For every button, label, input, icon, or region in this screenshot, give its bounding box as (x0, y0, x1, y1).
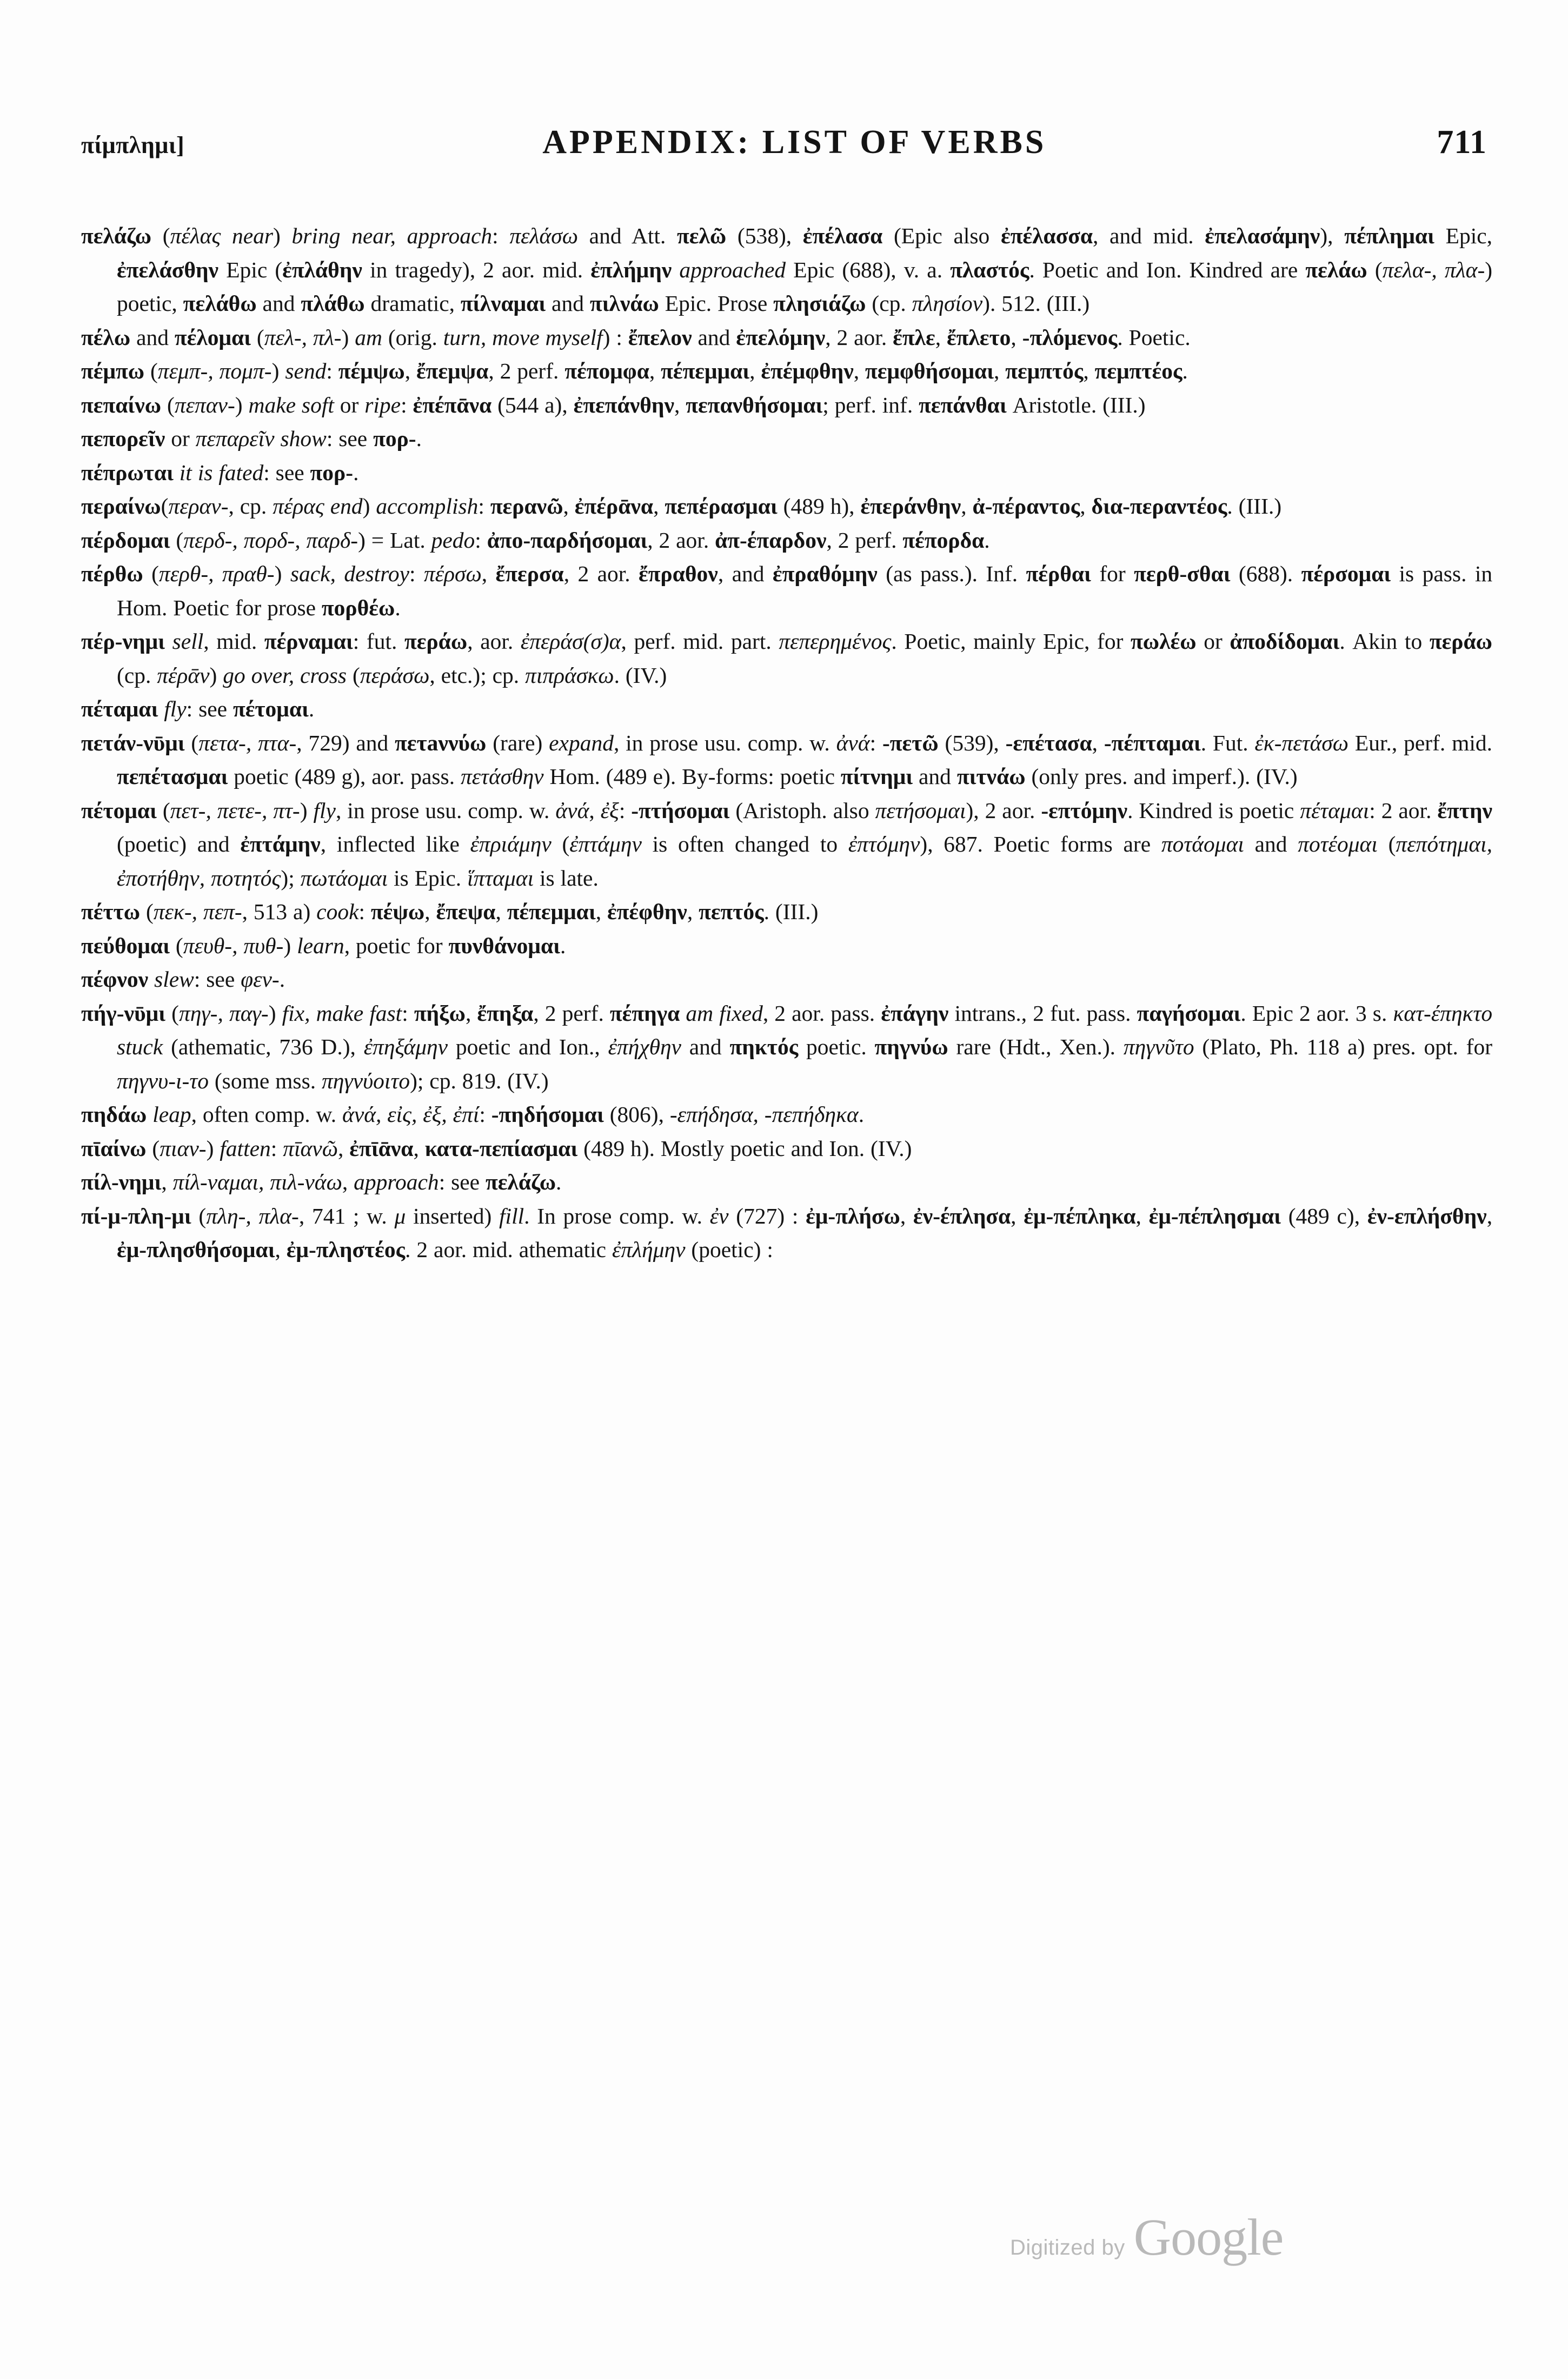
page-title: APPENDIX: LIST OF VERBS (542, 124, 1047, 161)
verb-entry: πελάζω (πέλας near) bring near, approach: πελάσω and Att. πελῶ (538), ἐπέλασα (Epic also ἐπέλασσα, and mid. ἐπελασάμην), πέπλημαι Epic, ἐπελάσθην Epic (ἐπλάθην in tragedy), 2 aor. mid. ἐπλήμην approached Epic (688), v. a. πλαστός. Poetic and Ion. Kindred are πελάω (πελα-, πλα-) poetic, πελάθω and πλάθω dramatic, πίλναμαι and πιλνάω Epic. Prose πλησιάζω (cp. πλησίον). 512. (III.) (81, 223, 1493, 316)
verb-entry: πετάν-νῡμι (πετα-, πτα-, 729) and πετaννύω (rare) expand, in prose usu. comp. w. ἀνά: -πετῶ (539), -επέτασα, -πέπταμαι. Fut. ἐκ-πετάσω Eur., perf. mid. πεπέτασμαι poetic (489 g), aor. pass. πετάσθην Hom. (489 e). By-forms: poetic πίτνημι and πιτνάω (only pres. and imperf.). (IV.) (81, 730, 1493, 789)
running-head-lemma: πίμπλημι] (81, 132, 185, 158)
verb-entry: πέρθω (περθ-, πραθ-) sack, destroy: πέρσω, ἔπερσα, 2 aor. ἔπραθον, and ἐπραθόμην (as pass.). Inf. πέρθαι for περθ-σθαι (688). πέρσομαι is pass. in Hom. Poetic for prose πορθέω. (81, 561, 1493, 620)
verb-entry: πεπαίνω (πεπαν-) make soft or ripe: ἐπέπᾱνα (544 a), ἐπεπάνθην, πεπανθήσομαι; perf. inf. πεπάνθαι Aristotle. (III.) (81, 392, 1146, 417)
google-watermark (1010, 2208, 1284, 2266)
verb-entry: πέμπω (πεμπ-, πομπ-) send: πέμψω, ἔπεμψα, 2 perf. πέπομφα, πέπεμμαι, ἐπέμφθην, πεμφθήσομαι, πεμπτός, πεμπτέος. (81, 358, 1188, 383)
verb-entry: πέταμαι fly: see πέτομαι. (81, 696, 315, 721)
verb-entry: πί-μ-πλη-μι (πλη-, πλα-, 741 ; w. μ inserted) fill. In prose comp. w. ἐν (727) : ἐμ-πλήσω, ἐν-έπλησα, ἐμ-πέπληκα, ἐμ-πέπλησμαι (489 c), ἐν-επλήσθην, ἐμ-πλησθήσομαι, ἐμ-πληστέος. 2 aor. mid. athematic ἐπλήμην (poetic) : (81, 1203, 1493, 1262)
watermark-brand: Google (1133, 2208, 1284, 2266)
verb-entry: πηδάω leap, often comp. w. ἀνά, εἰς, ἐξ, ἐπί: -πηδήσομαι (806), -επήδησα, -πεπήδηκα. (81, 1102, 865, 1127)
verb-entry: πέττω (πεκ-, πεπ-, 513 a) cook: πέψω, ἔπεψα, πέπεμμαι, ἐπέφθην, πεπτός. (III.) (81, 899, 819, 924)
page-header (81, 123, 1487, 183)
verb-entry: πεπορεῖν or πεπαρεῖν show: see πορ-. (81, 426, 422, 451)
verb-entry: πήγ-νῡμι (πηγ-, παγ-) fix, make fast: πήξω, ἔπηξα, 2 perf. πέπηγα am fixed, 2 aor. pass. ἐπάγην intrans., 2 fut. pass. παγήσομαι. Epic 2 aor. 3 s. κατ-έπηκτο stuck (athematic, 736 D.), ἐπηξάμην poetic and Ion., ἐπήχθην and πηκτός poetic. πηγνύω rare (Hdt., Xen.). πηγνῦτο (Plato, Ph. 118 a) pres. opt. for πηγνυ-ι-το (some mss. πηγνύοιτο); cp. 819. (IV.) (81, 1000, 1493, 1093)
verb-entry: περαίνω(περαν-, cp. πέρας end) accomplish: περανῶ, ἐπέρᾱνα, πεπέρασμαι (489 h), ἐπεράνθην, ἀ-πέραντος, δια-περαντέος. (III.) (81, 494, 1282, 519)
verb-entry: πέτομαι (πετ-, πετε-, πτ-) fly, in prose usu. comp. w. ἀνά, ἐξ: -πτήσομαι (Aristoph. also πετήσομαι), 2 aor. -επτόμην. Kindred is poetic πέταμαι: 2 aor. ἔπτην (poetic) and ἐπτάμην, inflected like ἐπριάμην (ἐπτάμην is often changed to ἐπτόμην), 687. Poetic forms are ποτάομαι and ποτέομαι (πεπότημαι, ἐποτήθην, ποτητός); πωτάομαι is Epic. ἵπταμαι is late. (81, 798, 1493, 891)
verb-entry: πεύθομαι (πευθ-, πυθ-) learn, poetic for πυνθάνομαι. (81, 933, 566, 958)
verb-entry: πέλω and πέλομαι (πελ-, πλ-) am (orig. turn, move myself) : ἔπελον and ἐπελόμην, 2 aor. ἔπλε, ἔπλετο, -πλόμενος. Poetic. (81, 324, 1191, 350)
verb-entry: πέρ-νημι sell, mid. πέρναμαι: fut. περάω, aor. ἐπεράσ(σ)α, perf. mid. part. πεπερημένος. Poetic, mainly Epic, for πωλέω or ἀποδίδομαι. Akin to περάω (cp. πέρᾱν) go over, cross (περάσω, etc.); cp. πιπράσκω. (IV.) (81, 629, 1493, 688)
verb-entry-list (81, 219, 1492, 1267)
verb-entry: πῑαίνω (πιαν-) fatten: πῑανῶ, ἐπῑᾱνα, κατα-πεπίασμαι (489 h). Mostly poetic and Ion. (IV.) (81, 1135, 912, 1161)
verb-entry: πέπρωται it is fated: see πορ-. (81, 460, 359, 485)
watermark-prefix: Digitized by (1010, 2236, 1125, 2260)
verb-entry: πέφνον slew: see φεν-. (81, 967, 285, 992)
verb-entry: πίλ-νημι, πίλ-ναμαι, πιλ-νάω, approach: see πελάζω. (81, 1169, 562, 1194)
verb-entry: πέρδομαι (περδ-, πορδ-, παρδ-) = Lat. pedo: ἀπο-παρδήσομαι, 2 aor. ἀπ-έπαρδον, 2 perf. πέπορδα. (81, 527, 990, 553)
folio-number: 711 (1437, 124, 1487, 161)
